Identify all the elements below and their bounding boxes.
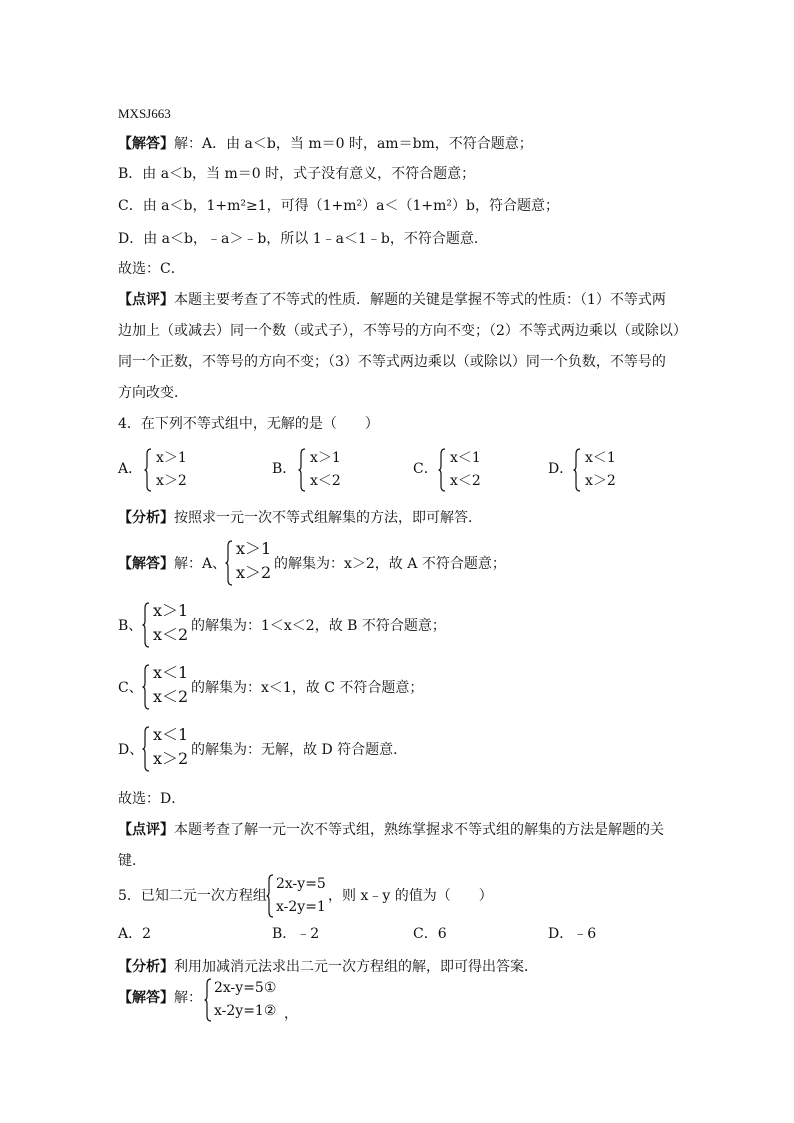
analysis-tag: 【分析】 — [118, 959, 174, 975]
q5-analysis — [118, 957, 538, 977]
ineq-row-2: x＞2 — [156, 473, 187, 489]
ineq-row-1: x＜1 — [153, 663, 189, 682]
answer-tag: 【解答】 — [118, 556, 174, 572]
q4-comment-line-2: 键． — [118, 853, 146, 869]
ineq-row-2: x＜2 — [450, 473, 481, 489]
equation-row-1: 2x-y=5① — [214, 980, 277, 996]
ineq-row-1: x＜1 — [450, 450, 481, 466]
brace-icon — [142, 726, 150, 772]
answer-equation-system — [204, 978, 284, 1022]
option-c-system — [438, 448, 498, 492]
equation-row-2: x-2y=1 — [276, 899, 326, 915]
brace-icon — [573, 448, 581, 492]
analysis-tag: 【分析】 — [118, 510, 174, 526]
option-a-system — [144, 448, 204, 492]
equation-row-1: 2x-y=5 — [276, 876, 326, 892]
brace-icon — [438, 448, 446, 492]
header-code: MXSJ663 — [118, 106, 171, 121]
answer-system — [142, 602, 192, 648]
ineq-row-2: x＜2 — [310, 473, 341, 489]
option-d: D．﹣6 — [548, 926, 597, 942]
option-d-system — [573, 448, 633, 492]
q3-answer-a — [118, 134, 533, 154]
brace-icon — [142, 602, 150, 648]
brace-icon — [142, 664, 150, 710]
ineq-row-1: x＜1 — [153, 725, 189, 744]
q3-answer-c: C．由 a＜b，1+m²≥1，可得（1+m²）a＜（1+m²）b，符合题意； — [118, 198, 559, 214]
ineq-row-2: x＜2 — [153, 687, 189, 706]
answer-text: 的解集为：x＞2，故 A 不符合题意； — [274, 556, 506, 572]
option-b: B．﹣2 — [272, 926, 320, 942]
analysis-text: 利用加减消元法求出二元一次方程组的解，即可得出答案． — [174, 959, 538, 975]
answer-tag: 【解答】 — [118, 136, 174, 152]
ineq-row-1: x＜1 — [585, 450, 616, 466]
q4-comment-line-1 — [118, 820, 664, 840]
q3-comment-line-4: 方向改变． — [118, 385, 188, 401]
q4-analysis — [118, 508, 482, 528]
answer-tag: 【解答】 — [118, 990, 174, 1006]
q4-choose: 故选：D． — [118, 791, 186, 807]
answer-system — [142, 726, 192, 772]
ineq-row-2: x＞2 — [153, 749, 189, 768]
equation-row-2: x-2y=1② — [214, 1003, 277, 1019]
answer-text: 解：A．由 a＜b，当 m＝0 时，am＝bm，不符合题意； — [174, 136, 533, 152]
q3-comment-line-3: 同一个正数，不等号的方向不变；（3）不等式两边乘以（或除以）同一个负数，不等号的 — [118, 354, 666, 370]
brace-icon — [204, 978, 212, 1022]
comment-text: 本题考查了解一元一次不等式组，熟练掌握求不等式组的解集的方法是解题的关 — [174, 822, 664, 838]
answer-prefix — [118, 554, 226, 574]
comment-tag: 【点评】 — [118, 822, 174, 838]
brace-icon — [225, 540, 233, 586]
brace-icon — [266, 874, 274, 918]
option-b-letter: B． — [272, 461, 297, 477]
ineq-row-2: x＞2 — [236, 563, 272, 582]
brace-icon — [298, 448, 306, 492]
option-d-letter: D． — [548, 461, 574, 477]
equation-system — [266, 874, 332, 918]
q3-answer-d: D．由 a＜b，﹣a＞﹣b，所以 1﹣a＜1﹣b，不符合题意． — [118, 231, 488, 247]
answer-prefix — [118, 988, 202, 1008]
option-a: A．2 — [118, 926, 152, 942]
option-c: C．6 — [413, 926, 447, 942]
answer-suffix: ， — [284, 1006, 298, 1022]
answer-text: 的解集为：无解，故 D 符合题意． — [191, 742, 408, 758]
option-b-system — [298, 448, 358, 492]
answer-prefix-text: 解： — [174, 990, 202, 1006]
q3-answer-b: B．由 a＜b，当 m＝0 时，式子没有意义，不符合题意； — [118, 166, 476, 182]
answer-prefix-text: 解：A、 — [174, 556, 227, 572]
q4-question: 4．在下列不等式组中，无解的是（ ） — [118, 416, 379, 432]
ineq-row-1: x＞1 — [153, 601, 189, 620]
analysis-text: 按照求一元一次不等式组解集的方法，即可解答． — [174, 510, 482, 526]
comment-tag: 【点评】 — [118, 292, 174, 308]
ineq-row-2: x＞2 — [585, 473, 616, 489]
brace-icon — [144, 448, 152, 492]
question-suffix: ，则 x﹣y 的值为（ ） — [328, 888, 493, 904]
answer-text: 的解集为：1＜x＜2，故 B 不符合题意； — [191, 618, 446, 634]
answer-text: 的解集为：x＜1，故 C 不符合题意； — [191, 680, 424, 696]
option-c-letter: C． — [413, 461, 438, 477]
q3-comment-line-2: 边加上（或减去）同一个数（或式子），不等号的方向不变；（2）不等式两边乘以（或除以） — [118, 323, 687, 339]
q3-choose: 故选：C． — [118, 261, 185, 277]
ineq-row-1: x＞1 — [310, 450, 341, 466]
answer-prefix: D、 — [118, 742, 144, 758]
answer-prefix: C、 — [118, 680, 143, 696]
q3-comment-line-1 — [118, 290, 666, 310]
ineq-row-1: x＞1 — [156, 450, 187, 466]
answer-system — [225, 540, 275, 586]
option-a-letter: A． — [118, 461, 143, 477]
comment-text: 本题主要考查了不等式的性质．解题的关键是掌握不等式的性质：（1）不等式两 — [174, 292, 666, 308]
question-prefix: 5．已知二元一次方程组 — [118, 888, 267, 904]
answer-prefix: B、 — [118, 618, 143, 634]
ineq-row-2: x＜2 — [153, 625, 189, 644]
answer-system — [142, 664, 192, 710]
ineq-row-1: x＞1 — [236, 539, 272, 558]
